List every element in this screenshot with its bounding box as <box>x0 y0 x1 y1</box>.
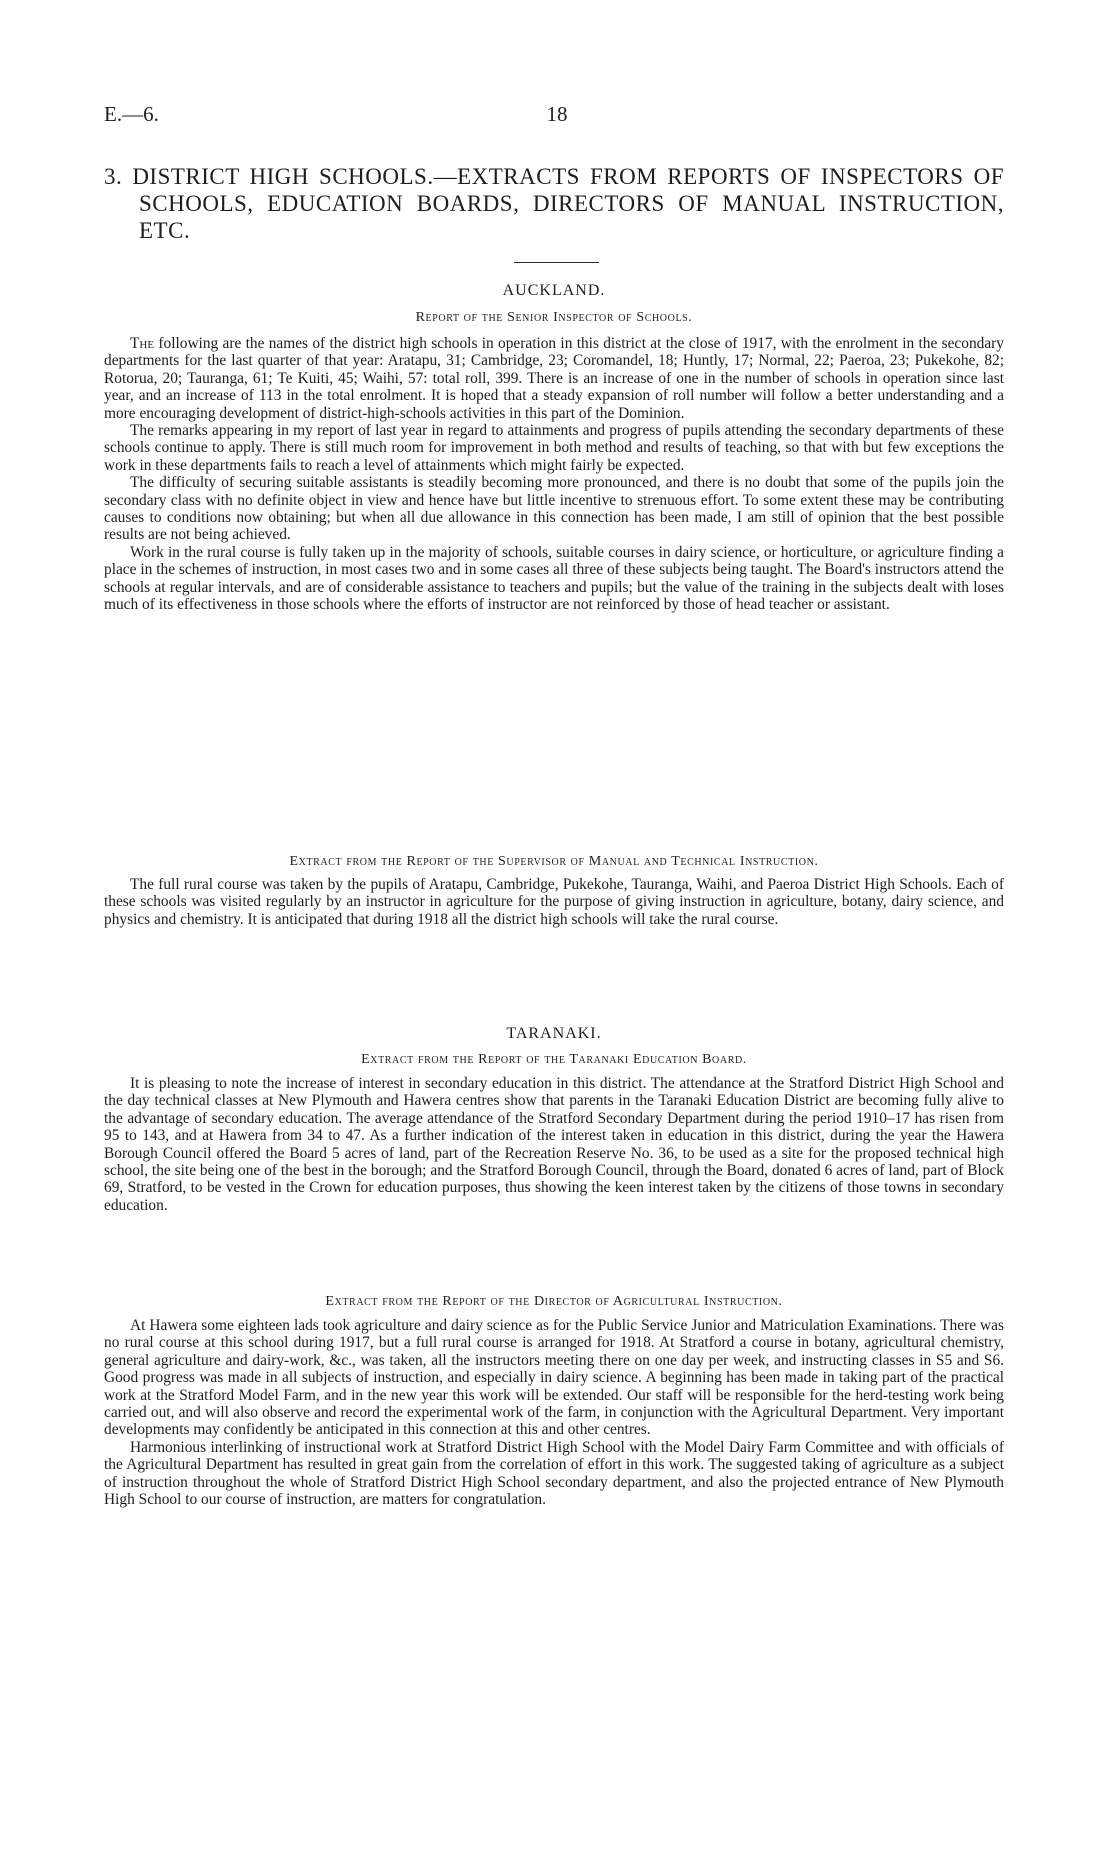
page-number: 18 <box>546 102 568 126</box>
region-heading-auckland: AUCKLAND. <box>502 282 606 299</box>
paragraph: Harmonious interlinking of instructional work at Stratford District High School with the Model Dairy Farm Committee and with officials of the Agricultural Department has resulted in great gain from the correlation of effort in this work. The suggested taking of agriculture as a subject of instruction throughout the whole of Stratford District High School secondary department, and also the projected entrance of New Plymouth High School to our course of instruction, are matters for congratulation. <box>104 1438 1004 1509</box>
region-heading-taranaki: TARANAKI. <box>506 1025 602 1042</box>
paragraph: The difficulty of securing suitable assistants is steadily becoming more pronounced, and there is no doubt that some of the pupils join the secondary class with no definite object in view and hence have but little incentive to strenuous effort. To some extent these may be contributing causes to conditions now obtaining; but when all due allowance in this connection has been made, I am still of opinion that the best possible results are not being achieved. <box>104 474 1004 544</box>
taranaki-board-heading: Extract from the Report of the Taranaki Education Board. <box>361 1052 747 1067</box>
taranaki-agri-heading: Extract from the Report of the Director of Agricultural Instruction. <box>325 1294 783 1309</box>
paragraph: Work in the rural course is fully taken up in the majority of schools, suitable courses in dairy science, or horticulture, or agriculture finding a place in the schemes of instruction, in most cases two and in some cases all three of these subjects being taught. The Board's instructors attend the schools at regular intervals, and are of considerable assistance to teachers and pupils; but the value of the training in the subjects dealt with loses much of its effectiveness in those schools where the efforts of instructor are not reinforced by those of head teacher or assistant. <box>104 543 1004 614</box>
page-code: E.—6. <box>104 102 159 126</box>
paragraph: The remarks appearing in my report of last year in regard to attainments and progress of pupils attending the secondary departments of these schools continue to apply. There is still much room for improvement in both method and results of teaching, so that with but few exceptions the work in these departments fails to reach a level of attainments which might fairly be expected. <box>104 422 1004 474</box>
paragraph: The following are the names of the district high schools in operation in this district at the close of 1917, with the enrolment in the secondary departments for the last quarter of that year: Aratapu, 31; Cambridge, 23; Coromandel, 18; Huntly, 17; Normal, 22; Paeroa, 23; Pukekohe, 82; Rotorua, 20; Tauranga, 61; Te Kuiti, 45; Waihi, 57: total roll, 399. There is an increase of one in the number of schools in operation since last year, and an increase of 113 in the total enrolment. It is hoped that a steady expansion of roll number will follow a better understanding and a more encouraging development of district-high-schools activities in this part of the Dominion. <box>104 335 1004 422</box>
auckland-manual-heading: Extract from the Report of the Supervisor of Manual and Technical Instruction. <box>289 854 819 869</box>
paragraph: The full rural course was taken by the pupils of Aratapu, Cambridge, Pukekohe, Tauranga, Waihi, and Paeroa District High Schools. Each of these schools was visited regularly by an instructor in agriculture for the purpose of giving instruction in agriculture, botany, dairy science, and physics and chemistry. It is anticipated that during 1918 all the district high schools will take the rural course. <box>104 876 1004 928</box>
auckland-report-body <box>104 335 1004 614</box>
paragraph: At Hawera some eighteen lads took agriculture and dairy science as for the Public Service Junior and Matriculation Examinations. There was no rural course at this school during 1917, but a full rural course is arranged for 1918. At Stratford a course in botany, agricultural chemistry, general agriculture and dairy-work, &c., was taken, all the instructors meeting there on one day per week, and instructing classes in S5 and S6. Good progress was made in all subjects of instruction, and especially in dairy science. A beginning has been made in taking part of the practical work at the Stratford Model Farm, and in the new year this work will be extended. Our staff will be responsible for the herd-testing work being carried out, and will also observe and record the experimental work of the farm, in conjunction with the Agricultural Department. Very important developments may confidently be anticipated in this connection at this and other centres. <box>104 1317 1004 1439</box>
lead-word: The <box>130 335 155 352</box>
paragraph: It is pleasing to note the increase of interest in secondary education in this district. The attendance at the Stratford District High School and the day technical classes at New Plymouth and Hawera centres show that parents in the Taranaki Education District are becoming fully alive to the advantage of secondary education. The average attendance of the Stratford Secondary Department during the period 1910–17 has risen from 95 to 143, and at Hawera from 34 to 47. As a further indication of the interest taken in education in this district, during the year the Hawera Borough Council offered the Board 5 acres of land, part of the Recreation Reserve No. 36, to be used as a site for the proposed technical high school, the site being one of the best in the borough; and the Stratford Borough Council, through the Board, donated 6 acres of land, part of Block 69, Stratford, to be vested in the Crown for education purposes, thus showing the keen interest taken by the citizens of those towns in secondary education. <box>104 1075 1004 1214</box>
auckland-manual-body <box>104 876 1004 928</box>
section-title: 3. DISTRICT HIGH SCHOOLS.—EXTRACTS FROM REPORTS OF INSPECTORS OF SCHOOLS, EDUCATION BOARDS, DIRECTORS OF MANUAL INSTRUCTION, ETC. <box>104 164 1004 243</box>
auckland-report-heading: Report of the Senior Inspector of Schools. <box>415 310 693 325</box>
taranaki-board-body <box>104 1075 1004 1214</box>
page-header <box>104 102 1010 132</box>
taranaki-agri-body <box>104 1317 1004 1508</box>
title-divider <box>514 262 599 263</box>
